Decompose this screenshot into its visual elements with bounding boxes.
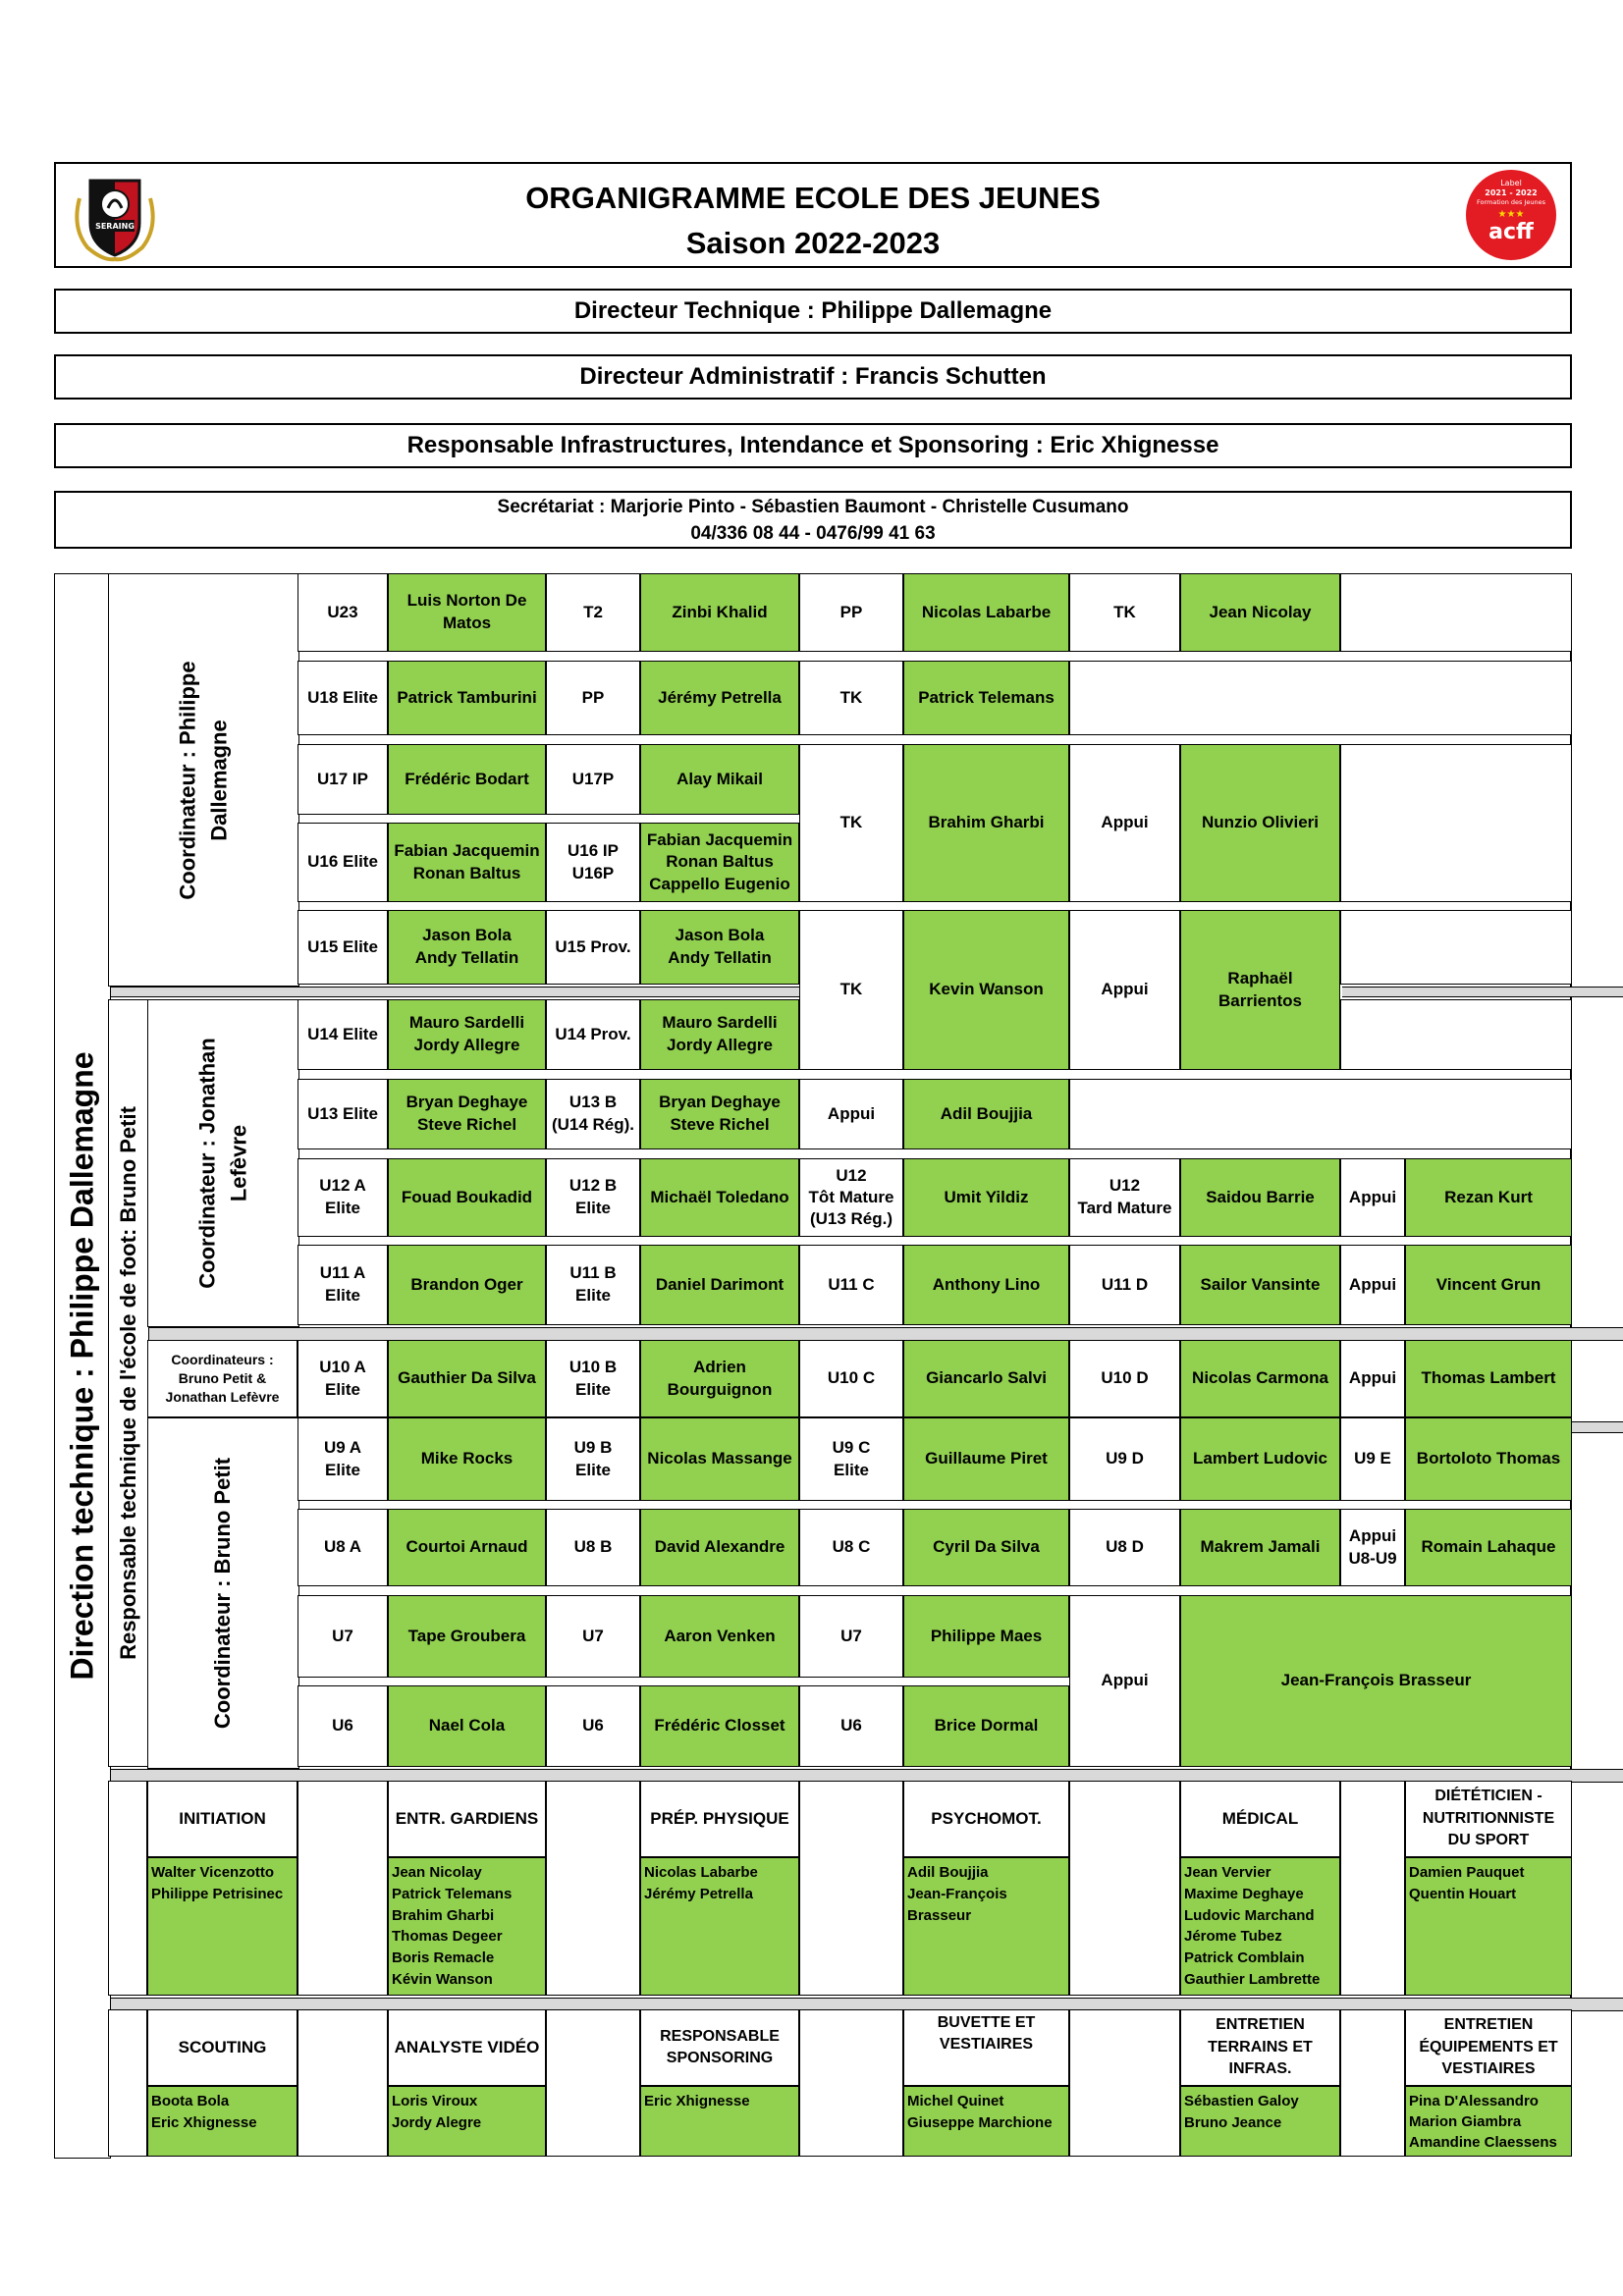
u15-14-appui-name: Raphaël Barrientos [1180,910,1340,1070]
direction-technique-label: Direction technique : Philippe Dallemagne [54,573,111,2159]
u17-16-appui: Appui [1069,744,1180,902]
cat-u17: U17 IP [298,744,388,815]
coach-u12-b: Michaël Toledano [640,1158,799,1237]
service-title-physical: PRÉP. PHYSIQUE [640,1781,799,1857]
service-names-equipment: Pina D'Alessandro Marion Giambra Amandine Claessens [1405,2086,1572,2157]
service-title-video: ANALYSTE VIDÉO [388,2009,546,2086]
coach-u9-d: Lambert Ludovic [1180,1417,1340,1501]
coordinator-petit: Coordinateur : Bruno Petit [147,1417,299,1769]
cat-u14: U14 Elite [298,999,388,1070]
coach-u7-a: Tape Groubera [388,1595,546,1678]
season-subtitle: Saison 2022-2023 [685,226,941,260]
u13-appui: Appui [799,1079,903,1149]
coach-u8-a: Courtoi Arnaud [388,1509,546,1586]
coach-u12-c: Umit Yildiz [903,1158,1069,1237]
coach-u14: Mauro Sardelli Jordy Allegre [388,999,546,1070]
coach-u23: Luis Norton De Matos [388,573,546,652]
cat-u7-a: U7 [298,1595,388,1678]
u15-14-tk-name: Kevin Wanson [903,910,1069,1070]
svg-text:Formation des Jeunes: Formation des Jeunes [1477,198,1545,206]
cat-u14-prov: U14 Prov. [546,999,640,1070]
service-title-psychomot: PSYCHOMOT. [903,1781,1069,1857]
coordinators-petit-lefevre: Coordinateurs : Bruno Petit & Jonathan Lefèvre [147,1340,298,1417]
cat-u17p: U17P [546,744,640,815]
coach-u12-a: Fouad Boukadid [388,1158,546,1237]
coach-u6-c: Brice Dormal [903,1685,1069,1767]
cat-u23-tk: TK [1069,573,1180,652]
coach-u15-prov: Jason Bola Andy Tellatin [640,910,799,985]
u10-appui-name: Thomas Lambert [1405,1340,1572,1417]
svg-text:SERAING: SERAING [95,222,135,231]
cat-u12-d: U12 Tard Mature [1069,1158,1180,1237]
separator [111,1327,1623,1341]
u18-tk-name: Patrick Telemans [903,661,1069,735]
u18-pp-name: Jérémy Petrella [640,661,799,735]
u17-16-tk-name: Brahim Gharbi [903,744,1069,902]
cat-u9-d: U9 D [1069,1417,1180,1501]
coach-u9-c: Guillaume Piret [903,1417,1069,1501]
technical-director: Directeur Technique : Philippe Dallemagne [573,297,1053,324]
coach-u11-a: Brandon Oger [388,1245,546,1325]
cat-u8-b: U8 B [546,1509,640,1586]
u15-14-tk: TK [799,910,903,1070]
cat-u7-b: U7 [546,1595,640,1678]
infrastructure-manager: Responsable Infrastructures, Intendance et Sponsoring : Eric Xhignesse [406,432,1219,458]
service-gap [298,2009,388,2157]
coach-u11-b: Daniel Darimont [640,1245,799,1325]
coach-u8-b: David Alexandre [640,1509,799,1586]
service-title-dietitian: DIÉTÉTICIEN - NUTRITIONNISTE DU SPORT [1405,1781,1572,1857]
cat-u7-c: U7 [799,1595,903,1678]
technical-director-box [54,289,1572,334]
coach-u10-a: Gauthier Da Silva [388,1340,546,1417]
empty-cell [1340,910,1572,985]
service-names-terrains: Sébastien Galoy Bruno Jeance [1180,2086,1340,2157]
service-title-terrains: ENTRETIEN TERRAINS ET INFRAS. [1180,2009,1340,2086]
service-title-initiation: INITIATION [147,1781,298,1857]
coach-u17: Frédéric Bodart [388,744,546,815]
service-names-video: Loris Viroux Jordy Alegre [388,2086,546,2157]
services-spacer [108,1781,147,1996]
cat-u6-b: U6 [546,1685,640,1767]
cat-u11-a: U11 A Elite [298,1245,388,1325]
empty-cell [1069,661,1572,735]
coach-u10-c: Giancarlo Salvi [903,1340,1069,1417]
coordinator-dallemagne: Coordinateur : Philippe Dallemagne [108,573,299,987]
acff-label-badge [1464,168,1558,262]
u23-t2-name: Zinbi Khalid [640,573,799,652]
secretariat: Secrétariat : Marjorie Pinto - Sébastien Baumont - Christelle Cusumano [497,496,1129,517]
cat-u13: U13 Elite [298,1079,388,1149]
coach-u15: Jason Bola Andy Tellatin [388,910,546,985]
cat-u9-c: U9 C Elite [799,1417,903,1501]
service-gap [1069,2009,1180,2157]
svg-text:★★★: ★★★ [1497,209,1525,220]
cat-u9-b: U9 B Elite [546,1417,640,1501]
service-title-buvette: BUVETTE ET VESTIAIRES [903,2009,1069,2086]
u15-14-appui: Appui [1069,910,1180,1070]
cat-u8-d: U8 D [1069,1509,1180,1586]
cat-u10-d: U10 D [1069,1340,1180,1417]
coach-u13-b: Bryan Deghaye Steve Richel [640,1079,799,1149]
u11-appui: Appui [1340,1245,1405,1325]
service-names-physical: Nicolas Labarbe Jérémy Petrella [640,1857,799,1996]
cat-u8-a: U8 A [298,1509,388,1586]
cat-u12-c: U12 Tôt Mature (U13 Rég.) [799,1158,903,1237]
cat-u13-b: U13 B (U14 Rég). [546,1079,640,1149]
secretariat-box [54,491,1572,549]
coach-u6-b: Frédéric Closset [640,1685,799,1767]
coach-u17p: Alay Mikail [640,744,799,815]
cat-u8-c: U8 C [799,1509,903,1586]
cat-u23: U23 [298,573,388,652]
service-gap [546,1781,640,1996]
u8-u9-appui: Appui U8-U9 [1340,1509,1405,1586]
service-names-initiation: Walter Vicenzotto Philippe Petrisinec [147,1857,298,1996]
cat-u16p: U16 IP U16P [546,823,640,902]
cat-u9-a: U9 A Elite [298,1417,388,1501]
coach-u10-b: Adrien Bourguignon [640,1340,799,1417]
cat-u6-c: U6 [799,1685,903,1767]
u23-pp-name: Nicolas Labarbe [903,573,1069,652]
cat-u9-e: U9 E [1340,1417,1405,1501]
administrative-director: Directeur Administratif : Francis Schutten [579,363,1047,390]
coach-u7-c: Philippe Maes [903,1595,1069,1678]
cat-u23-pp: PP [799,573,903,652]
coach-u18: Patrick Tamburini [388,661,546,735]
page-title: ORGANIGRAMME ECOLE DES JEUNES [525,181,1101,215]
cat-u12-b: U12 B Elite [546,1158,640,1237]
coach-u12-d: Saidou Barrie [1180,1158,1340,1237]
cat-u15-prov: U15 Prov. [546,910,640,985]
cat-u10-a: U10 A Elite [298,1340,388,1417]
service-names-scouting: Boota Bola Eric Xhignesse [147,2086,298,2157]
u11-appui-name: Vincent Grun [1405,1245,1572,1325]
service-title-scouting: SCOUTING [147,2009,298,2086]
u17-16-appui-name: Nunzio Olivieri [1180,744,1340,902]
coach-u9-b: Nicolas Massange [640,1417,799,1501]
responsable-technique-label: Responsable technique de l'école de foot: Bruno Petit [108,999,149,1767]
service-gap [799,2009,903,2157]
coach-u14-prov: Mauro Sardelli Jordy Allegre [640,999,799,1070]
service-title-medical: MÉDICAL [1180,1781,1340,1857]
service-gap [1340,2009,1405,2157]
svg-text:acff: acff [1488,220,1534,244]
cat-u11-b: U11 B Elite [546,1245,640,1325]
u8-u9-appui-name: Romain Lahaque [1405,1509,1572,1586]
service-gap [1340,1781,1405,1996]
u12-appui: Appui [1340,1158,1405,1237]
coach-u8-d: Makrem Jamali [1180,1509,1340,1586]
cat-u10-c: U10 C [799,1340,903,1417]
phone-numbers: 04/336 08 44 - 0476/99 41 63 [690,522,936,544]
cat-u16: U16 Elite [298,823,388,902]
coach-u7-b: Aaron Venken [640,1595,799,1678]
cat-u11-c: U11 C [799,1245,903,1325]
svg-text:2021 - 2022: 2021 - 2022 [1485,188,1538,197]
separator [1342,987,1623,997]
u7-u6-appui: Appui [1069,1595,1180,1767]
service-names-buvette: Michel Quinet Giuseppe Marchione [903,2086,1069,2157]
service-names-psychomot: Adil Boujjia Jean-François Brasseur [903,1857,1069,1996]
cat-u6-a: U6 [298,1685,388,1767]
service-names-goalkeeper: Jean Nicolay Patrick Telemans Brahim Gharbi Thomas Degeer Boris Remacle Kévin Wanson [388,1857,546,1996]
u7-u6-appui-name: Jean-François Brasseur [1180,1595,1572,1767]
service-title-sponsoring: RESPONSABLE SPONSORING [640,2009,799,2086]
service-title-goalkeeper: ENTR. GARDIENS [388,1781,546,1857]
separator [111,987,859,997]
u12-appui-name: Rezan Kurt [1405,1158,1572,1237]
infrastructure-manager-box [54,423,1572,468]
empty-cell [1069,1079,1572,1149]
coach-u6-a: Nael Cola [388,1685,546,1767]
empty-cell [1340,744,1572,902]
u17-16-tk: TK [799,744,903,902]
cat-u18-tk: TK [799,661,903,735]
svg-text:Label: Label [1500,179,1522,187]
u13-appui-name: Adil Boujjia [903,1079,1069,1149]
coach-u11-c: Anthony Lino [903,1245,1069,1325]
coach-u13: Bryan Deghaye Steve Richel [388,1079,546,1149]
coach-u16p: Fabian Jacquemin Ronan Baltus Cappello Eugenio [640,823,799,902]
u23-tk-name: Jean Nicolay [1180,573,1340,652]
u10-appui: Appui [1340,1340,1405,1417]
service-names-dietitian: Damien Pauquet Quentin Houart [1405,1857,1572,1996]
cat-u15: U15 Elite [298,910,388,985]
service-names-medical: Jean Vervier Maxime Deghaye Ludovic Marchand Jérome Tubez Patrick Comblain Gauthier Lambrette [1180,1857,1340,1996]
cat-u18-pp: PP [546,661,640,735]
coach-u11-d: Sailor Vansinte [1180,1245,1340,1325]
empty-cell [1340,573,1572,652]
administrative-director-box [54,354,1572,400]
service-gap [1069,1781,1180,1996]
empty-cell [1340,999,1572,1070]
cat-u10-b: U10 B Elite [546,1340,640,1417]
title-box [54,162,1572,268]
coordinator-lefevre: Coordinateur : Jonathan Lefèvre [147,999,299,1327]
service-gap [546,2009,640,2157]
cat-u18: U18 Elite [298,661,388,735]
coach-u9-e: Bortoloto Thomas [1405,1417,1572,1501]
coach-u16: Fabian Jacquemin Ronan Baltus [388,823,546,902]
coach-u10-d: Nicolas Carmona [1180,1340,1340,1417]
cat-u11-d: U11 D [1069,1245,1180,1325]
cat-u23-t2: T2 [546,573,640,652]
coach-u8-c: Cyril Da Silva [903,1509,1069,1586]
service-title-equipment: ENTRETIEN ÉQUIPEMENTS ET VESTIAIRES [1405,2009,1572,2086]
services-spacer [108,2009,147,2157]
cat-u12-a: U12 A Elite [298,1158,388,1237]
service-gap [298,1781,388,1996]
service-names-sponsoring: Eric Xhignesse [640,2086,799,2157]
coach-u9-a: Mike Rocks [388,1417,546,1501]
service-gap [799,1781,903,1996]
